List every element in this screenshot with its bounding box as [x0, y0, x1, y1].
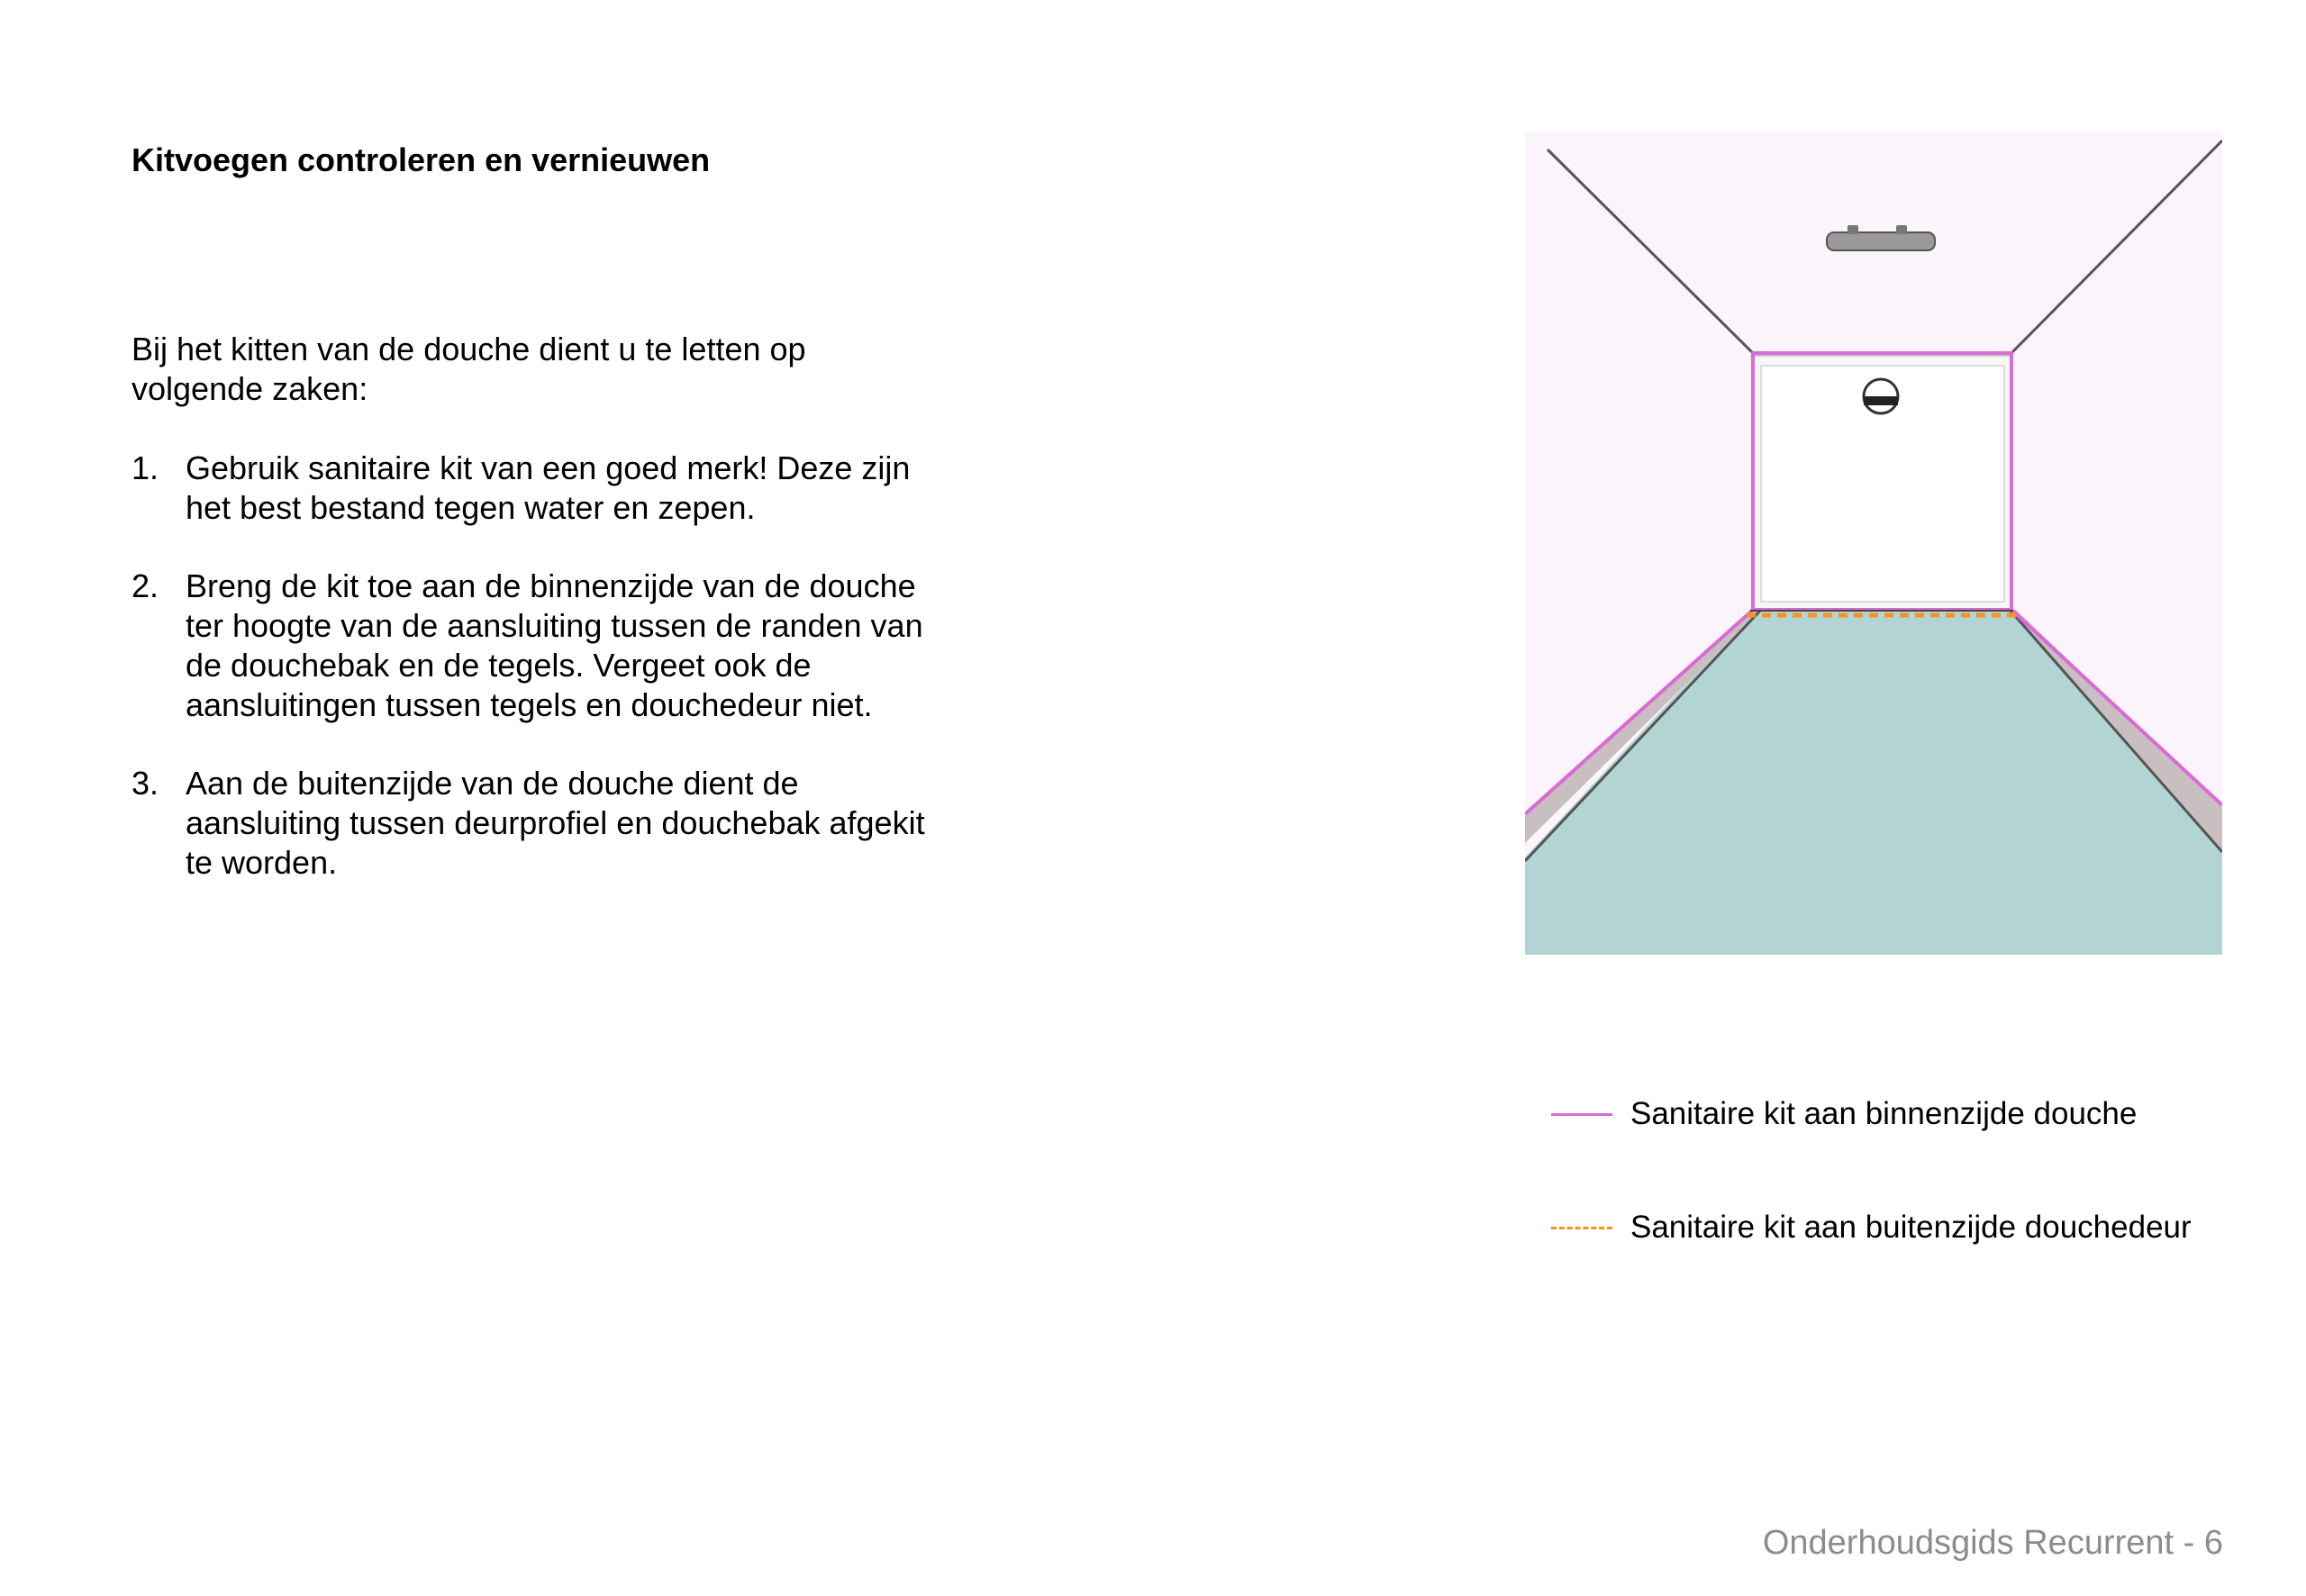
step-text: Aan de buitenzijde van de douche dient de aansluiting tussen deurprofiel en douchebak afgekit te worden.: [186, 765, 925, 881]
page-footer: Onderhoudsgids Recurrent - 6: [1762, 1524, 2223, 1562]
step-text: Gebruik sanitaire kit van een goed merk! Deze zijn het best bestand tegen water en zepen.: [186, 449, 911, 526]
legend-swatch-dashed: [1551, 1227, 1612, 1229]
page-heading: Kitvoegen controleren en vernieuwen: [132, 141, 711, 178]
legend-label: Sanitaire kit aan buitenzijde douchedeur: [1630, 1210, 2192, 1245]
intro-paragraph: Bij het kitten van de douche dient u te letten op volgende zaken:: [132, 331, 806, 407]
legend: [1551, 1094, 2192, 1247]
step-number: 1.: [132, 449, 159, 486]
legend-swatch-solid: [1551, 1113, 1612, 1116]
legend-item-outer: [1551, 1208, 2192, 1247]
legend-label: Sanitaire kit aan binnenzijde douche: [1630, 1096, 2138, 1131]
legend-item-inner: [1551, 1094, 2192, 1134]
instruction-list: [132, 449, 942, 921]
step-number: 3.: [132, 765, 159, 802]
shower-illustration: [1525, 131, 2222, 955]
step-number: 2.: [132, 567, 159, 604]
list-item: [132, 449, 942, 528]
step-text: Breng de kit toe aan de binnenzijde van de douche ter hoogte van de aansluiting tussen de randen van de douchebak en de tegels. Vergeet ook de aansluitingen tussen tegels en douchedeur niet.: [186, 567, 923, 723]
list-item: [132, 567, 942, 725]
drain-icon: [1864, 379, 1898, 413]
list-item: [132, 764, 942, 883]
